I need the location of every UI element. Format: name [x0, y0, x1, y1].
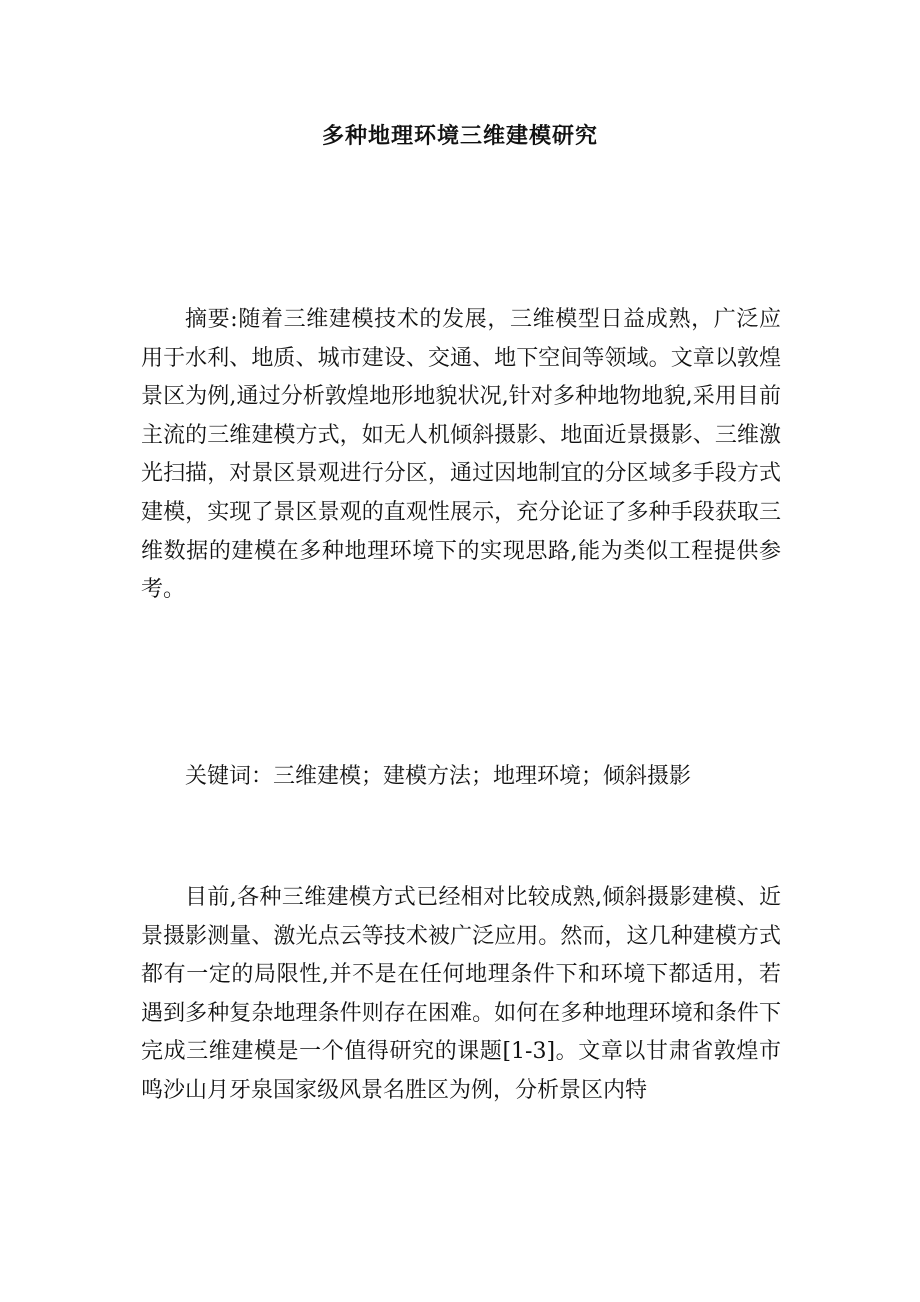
keywords-paragraph: 关键词：三维建模；建模方法；地理环境；倾斜摄影 — [185, 764, 692, 789]
introduction-paragraph: 目前,各种三维建模方式已经相对比较成熟,倾斜摄影建模、近景摄影测量、激光点云等技术被广泛应用。然而，这几种建模方式都有一定的局限性,并不是在任何地理条件下和环境下都适用，若遇到多种复杂地理条件则存在困难。如何在多种地理环境和条件下完成三维建模是一个值得研究的课题[1-3]。文章以甘肃省敦煌市鸣沙山月牙泉国家级风景名胜区为例，分析景区内特 — [141, 885, 781, 1103]
abstract-paragraph: 摘要:随着三维建模技术的发展，三维模型日益成熟，广泛应用于水利、地质、城市建设、交通、地下空间等领域。文章以敦煌景区为例,通过分析敦煌地形地貌状况,针对多种地物地貌,采用目前主流的三维建模方式，如无人机倾斜摄影、地面近景摄影、三维激光扫描，对景区景观进行分区，通过因地制宜的分区域多手段方式建模，实现了景区景观的直观性展示，充分论证了多种手段获取三维数据的建模在多种地理环境下的实现思路,能为类似工程提供参考。 — [141, 307, 781, 603]
document-title: 多种地理环境三维建模研究 — [321, 123, 598, 149]
